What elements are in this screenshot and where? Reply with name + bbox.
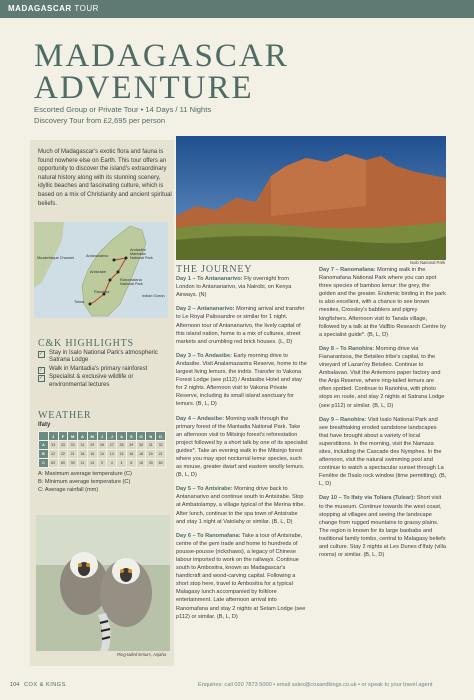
brand-name: COX & KINGS <box>24 682 66 688</box>
itinerary-day: Day 2 – Antananarivo: Morning arrival and transfer to Le Royal Palissandre or similar for 1 night. Afternoon tour of Antananarivo, the lively capital of this island nation, home to a mix of cultures, street markets and crumbling red brick houses. (L, D) <box>176 306 305 345</box>
title-line-1: MADAGASCAR <box>34 38 289 74</box>
map-place: Ranomafana National Park <box>120 278 143 286</box>
weather-row-max: A 33 33 33 31 29 28 27 28 29 30 31 32 <box>39 441 166 450</box>
title-line-2: ADVENTURE <box>34 70 254 106</box>
route-map <box>34 222 168 318</box>
journey-column-2 <box>319 266 447 565</box>
tour-format: Escorted Group or Private Tour • 14 Days / 11 Nights <box>34 105 212 114</box>
highlights-list <box>38 350 172 390</box>
highlight-item: ✓ Stay in Isalo National Park's atmospheric Satrana Lodge <box>39 350 158 364</box>
map-place: Ranohira <box>94 290 110 294</box>
itinerary-day: Day 5 – To Antsirabe: Morning drive back to Antananarivo and continue south to Antsirabe. Stop at Ambatolampy, a village typical of the Merina tribe. After lunch, continue to the spa town of Antsirabe and stay 1 night at Vatolahy or similar. (B, L, D) <box>176 486 305 525</box>
section-header-bar <box>0 0 474 18</box>
map-place: Andasibe Mantadia National Park <box>130 248 153 260</box>
itinerary-day: Day 4 – Andasibe: Morning walk through the primary forest of the Mantadia National Park. Take an afternoon visit to Mitsinjo forest's reforestation project followed by a short talk by one of its specialist guides*. Take an evening walk in the Mitsinjo forest where you may spot nocturnal lemur species, such as mouse, greater dwarf and eastern woolly lemurs. (B, L, D) <box>176 415 308 479</box>
itinerary-day: Day 9 – Ranohira: Visit Isalo National Park and see breathtaking eroded sandstone landscapes that have brought about a variety of local superstitions. In the morning, visit the Namaza sites, including the Cascade des Nymphes. In the afternoon, visit the natural swimming pool and continue to watch a spectacular sunset through La Fenêtre de l'Isalo rock window (time permitting). (B, L, D) <box>319 416 447 488</box>
check-icon: ✓ <box>39 351 44 357</box>
itinerary-day: Day 7 – Ranomafana: Morning walk in the Ranomafana National Park where you can spot three species of bamboo lemur: the grey, the golden and the greater. Endemic birding in the park is also excellent, with a chance to see brown mesites, Crossley's babblers and pigmy kingfishers. Afternoon visit to Tanala village, followed by a talk at the ValBio Research Centre by a specialist guide*. (B, L, D) <box>319 267 447 338</box>
highlights-heading: C&K HIGHLIGHTS <box>38 338 134 349</box>
weather-month-row: J F M A M J J A S O N D <box>39 432 166 441</box>
page-number: 104 <box>10 682 20 688</box>
journey-heading: THE JOURNEY <box>176 264 253 275</box>
map-place: Antananarivo <box>86 254 109 258</box>
itinerary-day: Day 10 – To Ifaty via Toliara (Tulear): Short visit to the museum. Continue towards the west coast, stopping at villages and seeing the landscape change from rugged mountains to grassy plains. The region is known for its large baobabs and traditional family tombs, central to Malagasy beliefs and culture. Stay 2 nights at Les Dunes d'Ifaty (villa rooms) or similar. (B, L, D) <box>319 495 446 559</box>
page-title <box>34 40 289 104</box>
tour-subtitle <box>34 104 211 126</box>
lemur-photo <box>36 515 170 651</box>
check-icon: ✓ <box>39 375 44 382</box>
map-ocean-label: Indian Ocean <box>142 294 165 298</box>
section-header: MADAGASCAR TOUR <box>8 4 99 13</box>
weather-legend: A: Maximum average temperature (C) B: Minimum average temperature (C) C: Average rainfall (mm) <box>38 471 132 494</box>
highlight-item: ✓ Walk in Mantadia's primary rainforest <box>39 365 148 373</box>
weather-table <box>38 431 166 468</box>
weather-heading: WEATHER <box>38 410 92 421</box>
itinerary-day: Day 6 – To Ranomafana: Take a tour of Antsirabe, centre of the gem trade and home to hundreds of pousse-pousse (rickshaws), a legacy of Chinese labour imported to work on the railways. Continue south to Ambositra, known as Madagascar's handicraft and wood-carving capital. Following a short stop here, travel to Ambositra for a typical Malagasy lunch accompanied by folklore entertainment. Late afternoon arrival into Ranomafana and stay 2 nights at Setam Lodge (see p112) or similar. (B, L, D) <box>176 532 306 620</box>
map-place: Tulear <box>74 300 85 304</box>
itinerary-day: Day 1 – To Antananarivo: Fly overnight from London to Antananarivo, via Nairobi, on Kenya Airways. (N) <box>176 276 292 299</box>
itinerary-day: Day 3 – To Andasibe: Early morning drive to Andasibe. Visit Analamazaotra Reserve, home to the largest living lemurs, the indris. Transfer to Vakona Forest Lodge (see p112) / Andasibe Hotel and stay for 2 nights. Afternoon visit to Vakona Private Reserve, including its small island sanctuary for lemurs. (B, L, D) <box>176 352 307 408</box>
highlight-item: ✓ Specialist & exclusive wildlife or environmental lectures <box>39 374 134 388</box>
journey-column-1 <box>176 266 308 627</box>
tour-price: Discovery Tour from £2,695 per person <box>34 116 166 125</box>
weather-row-rain: C 83 89 39 11 14 9 4 4 8 16 30 60 <box>39 459 166 468</box>
lemur-caption: Ring-tailed lemurs, Anjaha <box>117 652 166 657</box>
check-icon: ✓ <box>39 366 44 373</box>
weather-location: Ifaty <box>38 422 51 428</box>
contact-line: Enquiries: call 020 7873 5000 • email sales@coxandkings.co.uk • or speak to your travel agent <box>198 682 433 688</box>
map-sea-label: Mozambique Channel <box>37 256 74 260</box>
itinerary-day: Day 8 – To Ranohira: Morning drive via Fianarantsoa, the Betsileo tribe's capital, to the vineyard of Lazan'ny Betsileo. Continue to Ambalavao. Visit the Antemoro paper factory and the Anja Reserve, where ring-tailed lemurs are often spotted. Continue to Ranohira, with photo stops en route, and stay 2 nights at Satrana Lodge (see p112) or similar. (B, L, D) <box>319 345 445 409</box>
landscape-photo <box>176 136 446 260</box>
map-place: Antsirabe <box>90 270 107 274</box>
page-footer <box>0 672 474 700</box>
photo-caption: Isalo National Park <box>410 260 446 265</box>
intro-text: Much of Madagascar's exotic flora and fauna is found nowhere else on Earth. This tour offers an opportunity to discover the island's extraordinary natural history along with its stunning scenery, idyllic beaches and fascinating culture, which is based on a mix of Christianity and ancient spiritual beliefs. <box>38 149 172 207</box>
weather-row-min: B 22 22 21 18 16 14 14 15 16 18 20 21 <box>39 450 166 459</box>
